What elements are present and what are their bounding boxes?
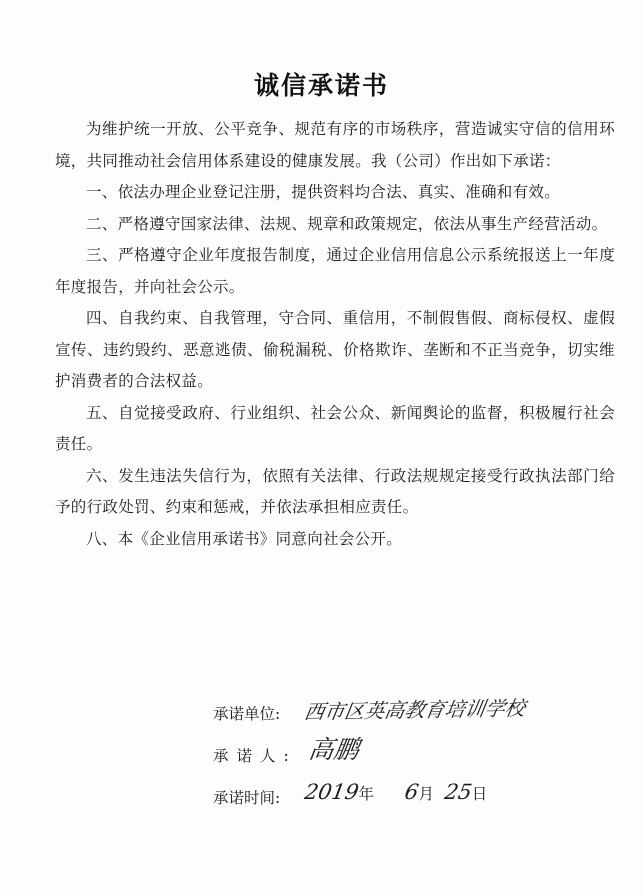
date-value xyxy=(302,780,488,804)
paragraph-item-1: 一、依法办理企业登记注册，提供资料均合法、真实、准确和有效。 xyxy=(86,183,561,201)
date-month: 6 xyxy=(402,780,421,804)
paragraph-item-5: 五、自觉接受政府、行业组织、社会公众、新闻舆论的监督，积极履行社会责任。 xyxy=(55,403,615,453)
date-day: 25 xyxy=(442,780,474,804)
paragraph-item-3: 三、严格遵守企业年度报告制度，通过企业信用信息公示系统报送上一年度年度报告，并向社会公示。 xyxy=(55,246,615,296)
paragraph-item-8: 八、本《企业信用承诺书》同意向社会公开。 xyxy=(86,529,403,548)
time-label: 承诺时间: xyxy=(213,789,281,807)
person-label: 承诺人: xyxy=(213,747,297,765)
unit-label: 承诺单位: xyxy=(213,705,281,723)
paragraph-item-6: 六、发生违法失信行为，依照有关法律、行政法规规定接受行政执法部门给予的行政处罚、约束和惩戒，并依法承担相应责任。 xyxy=(55,466,615,516)
paragraph-item-4: 四、自我约束、自我管理，守合同、重信用，不制假售假、商标侵权、虚假宣传、违约毁约、恶意逃债、偷税漏税、价格欺诈、垄断和不正当竞争，切实维护消费者的合法权益。 xyxy=(55,309,615,390)
date-year: 2019 xyxy=(302,780,361,804)
unit-handwritten-value: 西市区英高教育培训学校 xyxy=(302,696,527,724)
date-day-unit: 日 xyxy=(471,785,488,803)
date-year-unit: 年 xyxy=(358,785,374,803)
paragraph-item-2: 二、严格遵守国家法律、法规、规章和政策规定，依法从事生产经营活动。 xyxy=(86,214,608,233)
paragraph-intro: 为维护统一开放、公平竞争、规范有序的市场秩序，营造诚实守信的信用环境，共同推动社会信用体系建设的健康发展。我（公司）作出如下承诺： xyxy=(55,120,615,170)
document-body xyxy=(55,114,615,555)
person-handwritten-signature: 高鹏 xyxy=(306,735,361,764)
date-month-unit: 月 xyxy=(418,785,434,803)
document-title: 诚信承诺书 xyxy=(253,71,389,100)
